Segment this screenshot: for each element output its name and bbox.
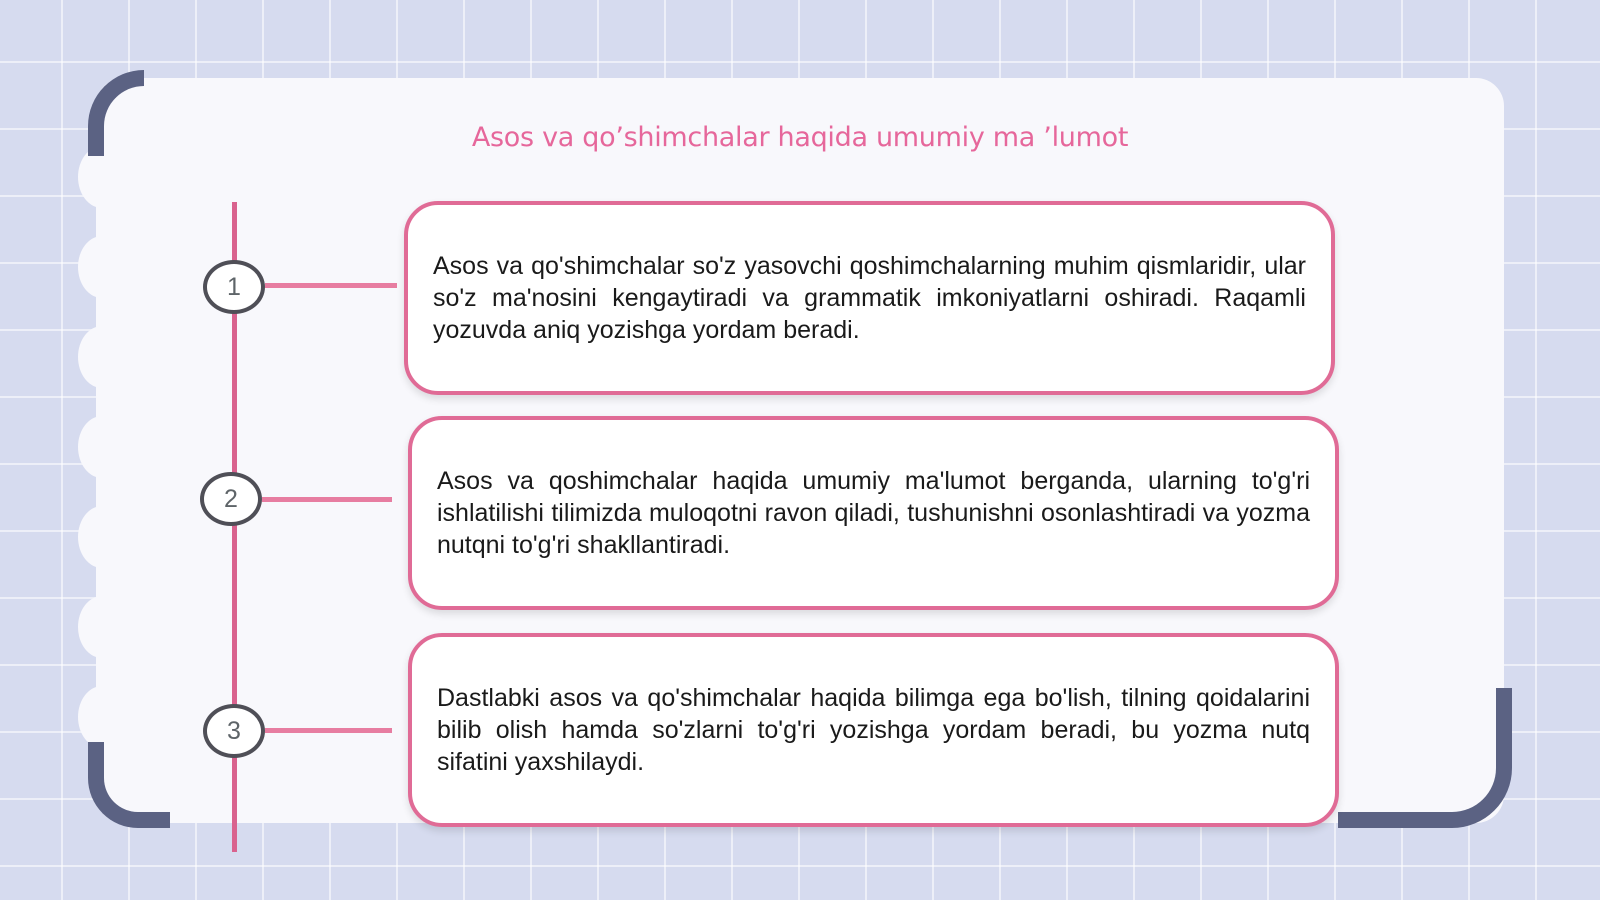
card-edge-scallop (78, 236, 126, 298)
card-edge-scallop (78, 686, 126, 748)
step-number: 2 (224, 484, 238, 513)
card-edge-scallop (78, 326, 126, 388)
corner-bracket-bottom-left (88, 742, 170, 828)
connector-line (265, 728, 392, 733)
card-edge-scallop (78, 506, 126, 568)
step-number: 3 (227, 716, 241, 745)
connector-line (262, 497, 392, 502)
corner-bracket-bottom-right (1338, 688, 1512, 828)
step-number-marker (200, 472, 262, 526)
step-number: 1 (227, 272, 241, 301)
info-box (404, 201, 1335, 395)
card-edge-scallop (78, 416, 126, 478)
step-number-marker (203, 260, 265, 314)
slide-title: Asos va qo’shimchalar haqida umumiy ma ’lumot (471, 122, 1129, 153)
card-edge-scallop (78, 596, 126, 658)
connector-line (265, 283, 397, 288)
corner-bracket-top-left (88, 70, 144, 156)
info-box-text: Asos va qo'shimchalar so'z yasovchi qoshimchalarning muhim qismlaridir, ular so'z ma'nosini kengaytiradi va grammatik imkoniyatlarni oshiradi. Raqamli yozuvda aniq yozishga yordam beradi. (433, 252, 1306, 344)
info-box-text: Dastlabki asos va qo'shimchalar haqida bilimga ega bo'lish, tilning qoidalarini bilib olish hamda so'zlarni to'g'ri yozishga yordam beradi, bu yozma nutq sifatini yaxshilaydi. (437, 684, 1310, 776)
info-box (408, 633, 1339, 827)
step-number-marker (203, 704, 265, 758)
info-box-text: Asos va qoshimchalar haqida umumiy ma'lumot berganda, ularning to'g'ri ishlatilishi tilimizda muloqotni ravon qiladi, tushunishni osonlashtiradi va yozma nutqni to'g'ri shakllantiradi. (437, 467, 1310, 559)
info-box (408, 416, 1339, 610)
